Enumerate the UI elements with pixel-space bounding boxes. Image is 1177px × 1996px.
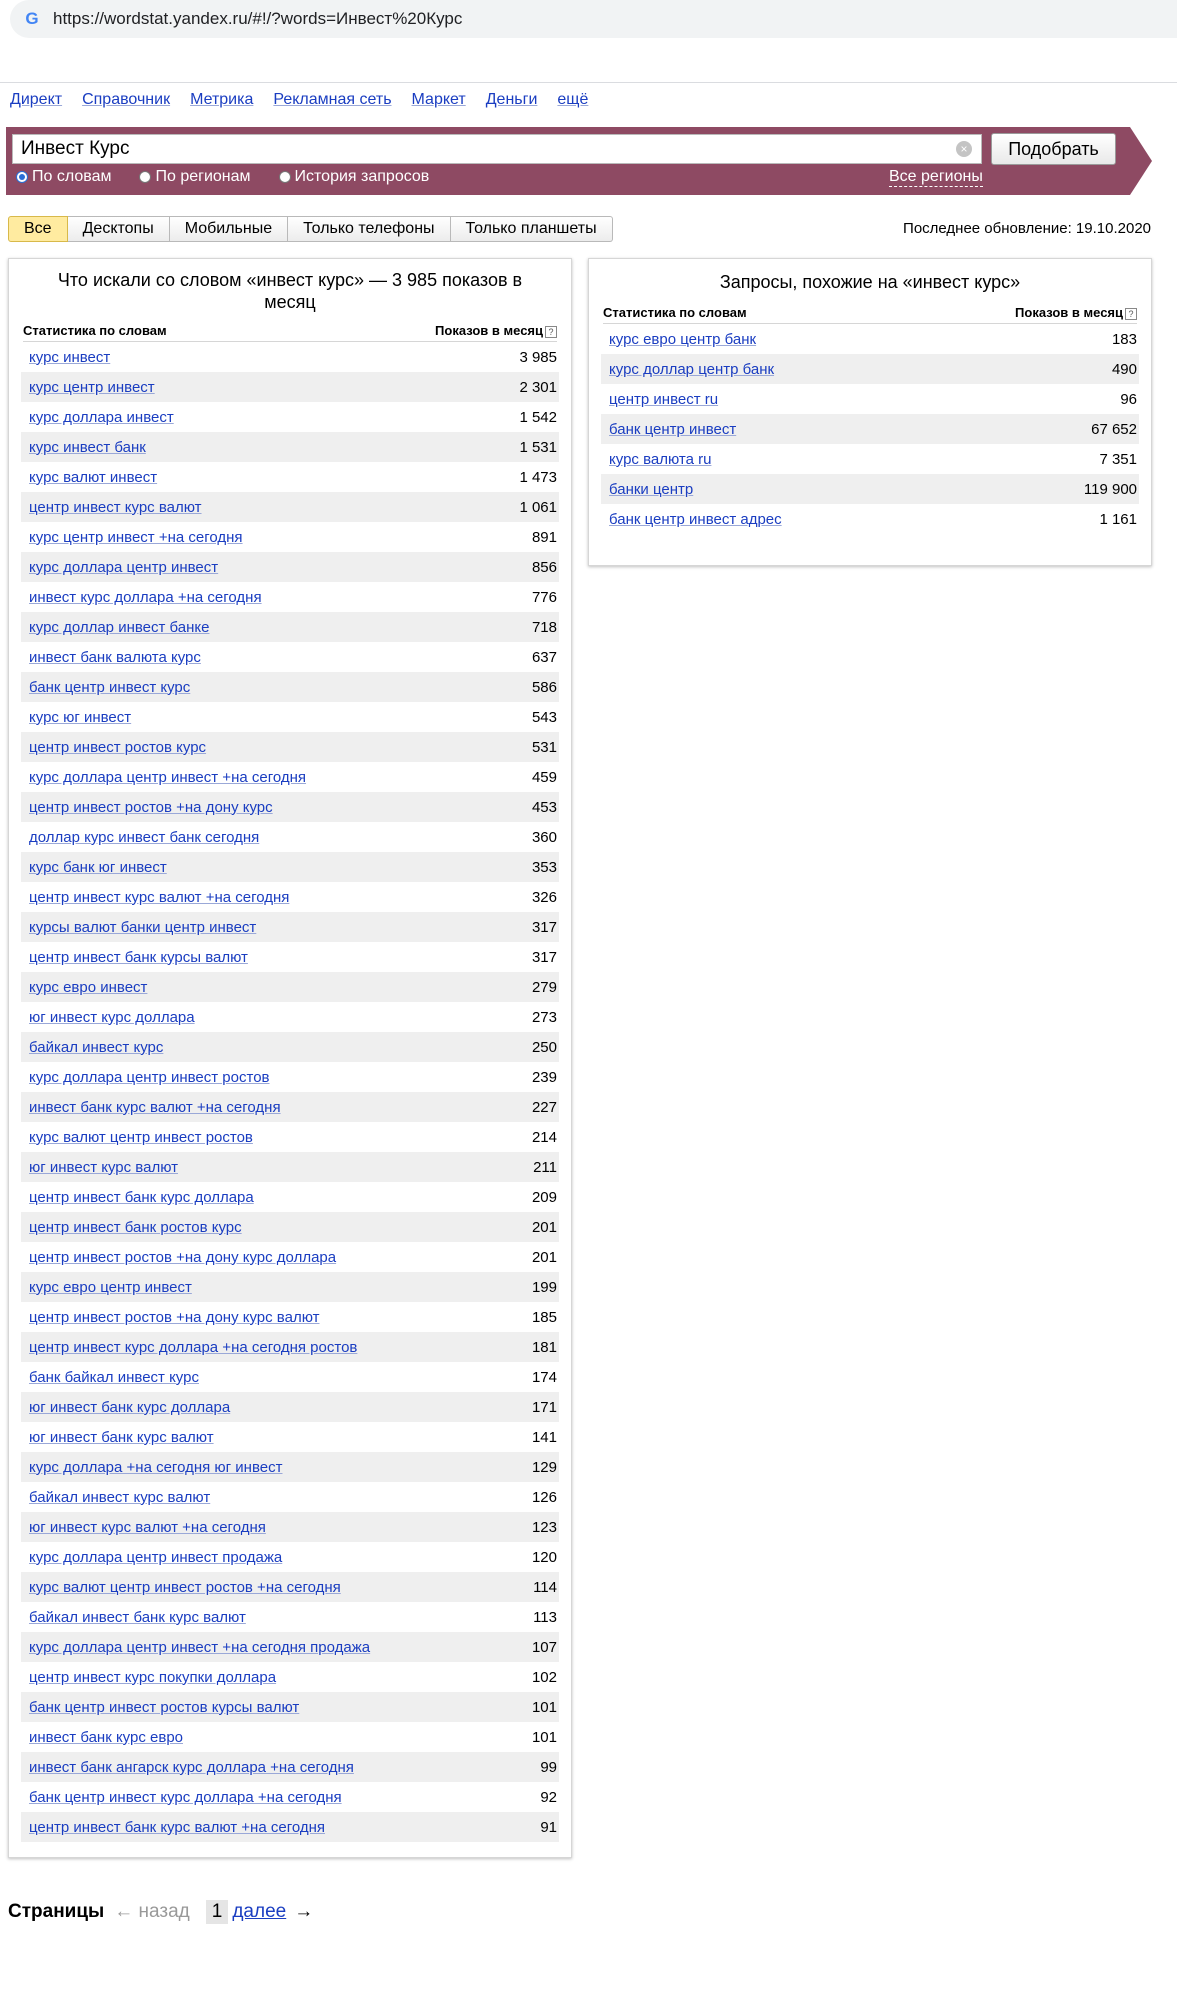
query-link[interactable]: курс валют центр инвест ростов xyxy=(29,1128,253,1146)
impressions-count: 120 xyxy=(531,1548,557,1566)
query-link[interactable]: юг инвест курс валют +на сегодня xyxy=(29,1518,266,1536)
next-arrow-icon[interactable]: → xyxy=(294,1901,314,1922)
radio-dot-icon[interactable] xyxy=(16,171,28,183)
table-row xyxy=(21,972,559,1002)
query-link[interactable]: курс доллара центр инвест +на сегодня xyxy=(29,768,307,786)
table-row xyxy=(601,474,1139,504)
impressions-count: 214 xyxy=(531,1128,557,1146)
prev-page: ← назад xyxy=(114,1901,190,1922)
table-row xyxy=(21,912,559,942)
impressions-count: 353 xyxy=(531,858,557,876)
similar-panel xyxy=(588,258,1152,566)
impressions-count: 250 xyxy=(531,1038,557,1056)
radio-by-words[interactable] xyxy=(16,168,111,186)
query-link[interactable]: курс доллар инвест банке xyxy=(29,618,210,636)
impressions-count: 227 xyxy=(531,1098,557,1116)
table-row xyxy=(21,642,559,672)
query-link[interactable]: курс центр инвест +на сегодня xyxy=(29,528,243,546)
table-row xyxy=(21,1602,559,1632)
table-header xyxy=(603,305,1137,324)
impressions-count: 326 xyxy=(531,888,557,906)
impressions-count: 119 900 xyxy=(1083,480,1137,498)
table-row xyxy=(21,1542,559,1572)
radio-label: История запросов xyxy=(294,168,430,185)
table-row xyxy=(21,1272,559,1302)
table-row xyxy=(21,792,559,822)
impressions-count: 718 xyxy=(531,618,557,636)
words-panel xyxy=(8,258,572,1858)
query-link[interactable]: инвест банк курс евро xyxy=(29,1728,184,1746)
query-link[interactable]: курс доллара центр инвест xyxy=(29,558,219,576)
query-link[interactable]: центр инвест курс валют xyxy=(29,498,202,516)
table-row xyxy=(21,1182,559,1212)
impressions-count: 126 xyxy=(531,1488,557,1506)
impressions-count: 1 061 xyxy=(519,498,557,516)
table-row xyxy=(21,372,559,402)
table-row xyxy=(601,444,1139,474)
impressions-count: 92 xyxy=(540,1788,557,1806)
clear-icon[interactable]: × xyxy=(956,141,972,157)
query-link[interactable]: центр инвест ростов +на дону курс доллара xyxy=(29,1248,337,1266)
table-row xyxy=(21,462,559,492)
radio-dot-icon[interactable] xyxy=(139,171,151,183)
impressions-count: 543 xyxy=(531,708,557,726)
impressions-count: 7 351 xyxy=(1099,450,1137,468)
search-mode-radios xyxy=(16,168,429,186)
tab-all[interactable]: Все xyxy=(8,216,68,242)
similar-table xyxy=(601,324,1139,534)
table-row xyxy=(21,1092,559,1122)
radio-query-history[interactable] xyxy=(279,168,430,186)
table-row xyxy=(21,1662,559,1692)
col-count-label: Показов в месяц xyxy=(1015,305,1123,320)
query-link[interactable]: центр инвест курс валют +на сегодня xyxy=(29,888,290,906)
query-link[interactable]: курс банк юг инвест xyxy=(29,858,167,876)
impressions-count: 490 xyxy=(1111,360,1137,378)
col-count xyxy=(435,323,557,339)
query-link[interactable]: курс валюта ru xyxy=(609,450,712,468)
impressions-count: 637 xyxy=(531,648,557,666)
query-link[interactable]: инвест банк ангарск курс доллара +на сегодня xyxy=(29,1758,354,1776)
query-link[interactable]: курс инвест xyxy=(29,348,111,366)
table-row xyxy=(21,1752,559,1782)
address-bar[interactable] xyxy=(10,0,1177,38)
table-row xyxy=(21,1572,559,1602)
words-table xyxy=(21,342,559,1842)
table-row xyxy=(21,1212,559,1242)
table-row xyxy=(21,1032,559,1062)
tab-desktops[interactable]: Десктопы xyxy=(68,216,170,242)
impressions-count: 279 xyxy=(531,978,557,996)
table-row xyxy=(601,504,1139,534)
current-page: 1 xyxy=(206,1900,229,1924)
query-link[interactable]: центр инвест банк курс валют +на сегодня xyxy=(29,1818,326,1836)
impressions-count: 459 xyxy=(531,768,557,786)
radio-label: По словам xyxy=(32,168,112,185)
nav-link-market[interactable]: Маркет xyxy=(411,91,466,108)
impressions-count: 317 xyxy=(531,948,557,966)
query-link[interactable]: байкал инвест курс валют xyxy=(29,1488,211,1506)
table-row xyxy=(21,612,559,642)
divider xyxy=(0,82,1177,83)
impressions-count: 856 xyxy=(531,558,557,576)
impressions-count: 201 xyxy=(531,1218,557,1236)
query-link[interactable]: курс доллара центр инвест +на сегодня продажа xyxy=(29,1638,371,1656)
query-link[interactable]: юг инвест курс валют xyxy=(29,1158,178,1176)
query-link[interactable]: курс доллар центр банк xyxy=(609,360,775,378)
query-link[interactable]: центр инвест ru xyxy=(609,390,719,408)
impressions-count: 776 xyxy=(531,588,557,606)
nav-link-money[interactable]: Деньги xyxy=(485,91,538,108)
nav-link-ad-network[interactable]: Рекламная сеть xyxy=(273,91,392,108)
table-row xyxy=(21,1362,559,1392)
query-link[interactable]: центр инвест банк ростов курс xyxy=(29,1218,242,1236)
table-row xyxy=(21,582,559,612)
table-row xyxy=(601,384,1139,414)
query-link[interactable]: банки центр xyxy=(609,480,694,498)
query-link[interactable]: инвест курс доллара +на сегодня xyxy=(29,588,262,606)
table-row xyxy=(21,432,559,462)
table-row xyxy=(21,1512,559,1542)
query-link[interactable]: центр инвест ростов +на дону курс валют xyxy=(29,1308,320,1326)
query-link[interactable]: байкал инвест банк курс валют xyxy=(29,1608,246,1626)
panel-title: Запросы, похожие на «инвест курс» xyxy=(719,272,1021,292)
impressions-count: 113 xyxy=(533,1608,557,1626)
all-regions-link[interactable]: Все регионы xyxy=(889,168,983,185)
device-tabs xyxy=(8,216,613,242)
impressions-count: 123 xyxy=(531,1518,557,1536)
nav-link-more[interactable]: ещё xyxy=(557,91,589,108)
table-row xyxy=(601,354,1139,384)
query-link[interactable]: курс доллара инвест xyxy=(29,408,174,426)
impressions-count: 1 473 xyxy=(519,468,557,486)
col-words: Статистика по словам xyxy=(603,305,747,320)
tab-phones-only[interactable]: Только телефоны xyxy=(288,216,450,242)
query-link[interactable]: курс инвест банк xyxy=(29,438,146,456)
impressions-count: 96 xyxy=(1120,390,1137,408)
top-nav xyxy=(10,91,588,109)
query-link[interactable]: юг инвест курс доллара xyxy=(29,1008,195,1026)
table-row xyxy=(21,1482,559,1512)
pick-button[interactable]: Подобрать xyxy=(991,133,1116,165)
table-row xyxy=(601,324,1139,354)
query-link[interactable]: банк центр инвест xyxy=(609,420,737,438)
table-row xyxy=(21,1782,559,1812)
impressions-count: 129 xyxy=(531,1458,557,1476)
query-link[interactable]: курсы валют банки центр инвест xyxy=(29,918,257,936)
impressions-count: 99 xyxy=(540,1758,557,1776)
impressions-count: 102 xyxy=(531,1668,557,1686)
table-row xyxy=(21,1152,559,1182)
radio-dot-icon[interactable] xyxy=(279,171,291,183)
table-row xyxy=(21,1632,559,1662)
table-row xyxy=(21,852,559,882)
query-link[interactable]: курс евро инвест xyxy=(29,978,148,996)
tab-tablets-only[interactable]: Только планшеты xyxy=(451,216,613,242)
table-row xyxy=(21,1452,559,1482)
impressions-count: 107 xyxy=(531,1638,557,1656)
impressions-count: 211 xyxy=(533,1158,557,1176)
impressions-count: 273 xyxy=(531,1008,557,1026)
table-row xyxy=(21,1062,559,1092)
impressions-count: 183 xyxy=(1111,330,1137,348)
col-count-label: Показов в месяц xyxy=(435,323,543,338)
impressions-count: 91 xyxy=(540,1818,557,1836)
impressions-count: 891 xyxy=(531,528,557,546)
impressions-count: 141 xyxy=(531,1428,557,1446)
query-link[interactable]: инвест банк валюта курс xyxy=(29,648,201,666)
table-row xyxy=(21,1392,559,1422)
impressions-count: 1 542 xyxy=(519,408,557,426)
query-link[interactable]: центр инвест ростов курс xyxy=(29,738,207,756)
radio-label: По регионам xyxy=(155,168,251,185)
pagination xyxy=(8,1900,313,1924)
impressions-count: 114 xyxy=(533,1578,557,1596)
query-link[interactable]: банк центр инвест ростов курсы валют xyxy=(29,1698,300,1716)
impressions-count: 453 xyxy=(531,798,557,816)
table-row xyxy=(21,342,559,372)
query-link[interactable]: курс евро центр инвест xyxy=(29,1278,192,1296)
table-row xyxy=(21,762,559,792)
table-row xyxy=(21,1332,559,1362)
impressions-count: 1 161 xyxy=(1099,510,1137,528)
col-words: Статистика по словам xyxy=(23,323,167,338)
url-text[interactable]: https://wordstat.yandex.ru/#!/?words=Инвест%20Курс xyxy=(53,9,463,28)
impressions-count: 531 xyxy=(531,738,557,756)
query-link[interactable]: центр инвест банк курсы валют xyxy=(29,948,248,966)
table-header xyxy=(23,323,557,342)
search-input[interactable]: Инвест Курс xyxy=(12,134,982,164)
table-row xyxy=(21,552,559,582)
query-link[interactable]: доллар курс инвест банк сегодня xyxy=(29,828,260,846)
table-row xyxy=(21,492,559,522)
table-row xyxy=(21,942,559,972)
query-link[interactable]: курс валют инвест xyxy=(29,468,158,486)
impressions-count: 2 301 xyxy=(519,378,557,396)
impressions-count: 586 xyxy=(531,678,557,696)
panel-title: Что искали со словом «инвест курс» — 3 985 показов в месяц xyxy=(57,270,523,312)
impressions-count: 101 xyxy=(531,1728,557,1746)
query-link[interactable]: курс доллара +на сегодня юг инвест xyxy=(29,1458,283,1476)
query-link[interactable]: инвест банк курс валют +на сегодня xyxy=(29,1098,281,1116)
impressions-count: 67 652 xyxy=(1091,420,1137,438)
table-row xyxy=(21,732,559,762)
nav-link-reference[interactable]: Справочник xyxy=(82,91,171,108)
impressions-count: 199 xyxy=(531,1278,557,1296)
tab-mobile[interactable]: Мобильные xyxy=(170,216,288,242)
query-link[interactable]: центр инвест курс доллара +на сегодня ростов xyxy=(29,1338,358,1356)
impressions-count: 360 xyxy=(531,828,557,846)
query-link[interactable]: центр инвест банк курс доллара xyxy=(29,1188,254,1206)
table-row xyxy=(21,1002,559,1032)
query-link[interactable]: банк центр инвест курс доллара +на сегодня xyxy=(29,1788,342,1806)
table-row xyxy=(21,822,559,852)
query-link[interactable]: курс центр инвест xyxy=(29,378,155,396)
query-link[interactable]: центр инвест курс покупки доллара xyxy=(29,1668,277,1686)
help-icon[interactable]: ? xyxy=(545,326,557,338)
query-link[interactable]: курс юг инвест xyxy=(29,708,132,726)
table-row xyxy=(21,1692,559,1722)
last-update: Последнее обновление: 19.10.2020 xyxy=(903,220,1151,237)
query-link[interactable]: банк центр инвест курс xyxy=(29,678,191,696)
impressions-count: 101 xyxy=(531,1698,557,1716)
table-row xyxy=(21,1812,559,1842)
query-link[interactable]: банк центр инвест адрес xyxy=(609,510,782,528)
table-row xyxy=(21,1722,559,1752)
query-link[interactable]: юг инвест банк курс доллара xyxy=(29,1398,231,1416)
impressions-count: 174 xyxy=(531,1368,557,1386)
query-link[interactable]: юг инвест банк курс валют xyxy=(29,1428,214,1446)
table-row xyxy=(21,882,559,912)
query-link[interactable]: курс доллара центр инвест продажа xyxy=(29,1548,283,1566)
table-row xyxy=(21,702,559,732)
impressions-count: 209 xyxy=(531,1188,557,1206)
next-page-link[interactable]: далее xyxy=(232,1901,287,1922)
impressions-count: 201 xyxy=(531,1248,557,1266)
query-link[interactable]: курс доллара центр инвест ростов xyxy=(29,1068,270,1086)
google-icon: G xyxy=(25,9,39,28)
impressions-count: 181 xyxy=(531,1338,557,1356)
table-row xyxy=(21,522,559,552)
impressions-count: 239 xyxy=(531,1068,557,1086)
search-band-arrow xyxy=(1130,127,1152,195)
query-link[interactable]: байкал инвест курс xyxy=(29,1038,164,1056)
query-link[interactable]: банк байкал инвест курс xyxy=(29,1368,199,1386)
impressions-count: 171 xyxy=(531,1398,557,1416)
col-count xyxy=(1015,305,1137,321)
query-link[interactable]: курс валют центр инвест ростов +на сегодня xyxy=(29,1578,341,1596)
impressions-count: 185 xyxy=(531,1308,557,1326)
pages-label: Страницы xyxy=(8,1901,105,1922)
radio-by-regions[interactable] xyxy=(139,168,250,186)
table-row xyxy=(601,414,1139,444)
impressions-count: 317 xyxy=(531,918,557,936)
impressions-count: 3 985 xyxy=(519,348,557,366)
table-row xyxy=(21,1242,559,1272)
table-row xyxy=(21,402,559,432)
table-row xyxy=(21,1122,559,1152)
nav-link-direct[interactable]: Директ xyxy=(10,91,63,108)
query-link[interactable]: центр инвест ростов +на дону курс xyxy=(29,798,273,816)
help-icon[interactable]: ? xyxy=(1125,308,1137,320)
table-row xyxy=(21,672,559,702)
table-row xyxy=(21,1302,559,1332)
query-link[interactable]: курс евро центр банк xyxy=(609,330,757,348)
nav-link-metrika[interactable]: Метрика xyxy=(190,91,254,108)
table-row xyxy=(21,1422,559,1452)
impressions-count: 1 531 xyxy=(519,438,557,456)
